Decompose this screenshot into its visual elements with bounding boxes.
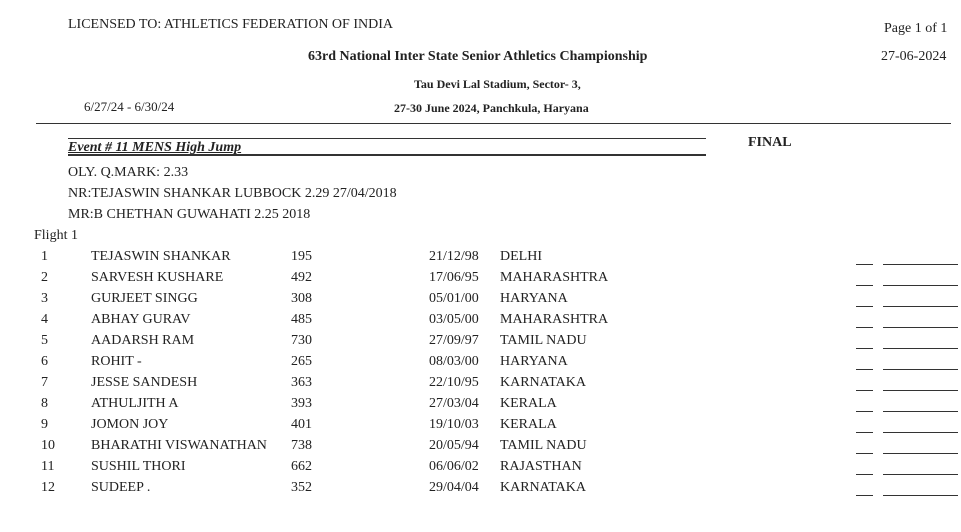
national-record: NR:TEJASWIN SHANKAR LUBBOCK 2.29 27/04/2018	[68, 186, 397, 201]
print-date: 27-06-2024	[881, 49, 947, 64]
date-of-birth: 17/06/95	[429, 270, 479, 285]
table-row	[0, 438, 961, 459]
result-blank-long	[883, 411, 958, 412]
team-name: KARNATAKA	[500, 480, 586, 495]
table-row	[0, 417, 961, 438]
entry-number: 10	[41, 438, 55, 453]
date-of-birth: 06/06/02	[429, 459, 479, 474]
entry-number: 4	[41, 312, 48, 327]
entry-number: 2	[41, 270, 48, 285]
page-number: Page 1 of 1	[884, 21, 948, 36]
athlete-name: AADARSH RAM	[91, 333, 195, 348]
bib-number: 265	[291, 354, 312, 369]
result-blank-long	[883, 369, 958, 370]
result-blank-short	[856, 369, 873, 370]
round-label: FINAL	[748, 135, 792, 150]
entry-number: 9	[41, 417, 48, 432]
bib-number: 730	[291, 333, 312, 348]
date-of-birth: 19/10/03	[429, 417, 479, 432]
result-blank-long	[883, 306, 958, 307]
athlete-name: SUSHIL THORI	[91, 459, 186, 474]
meet-dates-location: 27-30 June 2024, Panchkula, Haryana	[394, 101, 589, 115]
result-blank-short	[856, 285, 873, 286]
date-of-birth: 22/10/95	[429, 375, 479, 390]
result-blank-short	[856, 327, 873, 328]
entry-number: 1	[41, 249, 48, 264]
team-name: MAHARASHTRA	[500, 312, 609, 327]
meet-date-range: 6/27/24 - 6/30/24	[84, 99, 175, 114]
team-name: KERALA	[500, 417, 557, 432]
athlete-name: SARVESH KUSHARE	[91, 270, 224, 285]
team-name: TAMIL NADU	[500, 438, 587, 453]
entry-number: 8	[41, 396, 48, 411]
result-blank-short	[856, 264, 873, 265]
result-blank-short	[856, 453, 873, 454]
athlete-name: TEJASWIN SHANKAR	[91, 249, 231, 264]
table-row	[0, 375, 961, 396]
bib-number: 308	[291, 291, 312, 306]
table-row	[0, 249, 961, 270]
flight-label: Flight 1	[34, 228, 78, 243]
result-blank-long	[883, 474, 958, 475]
athlete-name: BHARATHI VISWANATHAN	[91, 438, 267, 453]
entry-number: 5	[41, 333, 48, 348]
bib-number: 393	[291, 396, 312, 411]
result-blank-short	[856, 495, 873, 496]
table-row	[0, 480, 961, 501]
result-blank-long	[883, 327, 958, 328]
result-blank-long	[883, 453, 958, 454]
athlete-name: JOMON JOY	[91, 417, 169, 432]
license-text: LICENSED TO: ATHLETICS FEDERATION OF INDIA	[68, 17, 393, 32]
date-of-birth: 21/12/98	[429, 249, 479, 264]
date-of-birth: 27/03/04	[429, 396, 479, 411]
venue-text: Tau Devi Lal Stadium, Sector- 3,	[414, 77, 581, 91]
bib-number: 662	[291, 459, 312, 474]
bib-number: 492	[291, 270, 312, 285]
table-row	[0, 291, 961, 312]
table-row	[0, 333, 961, 354]
bib-number: 485	[291, 312, 312, 327]
entry-number: 7	[41, 375, 48, 390]
table-row	[0, 459, 961, 480]
athlete-name: ROHIT -	[91, 354, 142, 369]
result-blank-short	[856, 348, 873, 349]
entry-number: 12	[41, 480, 55, 495]
result-blank-short	[856, 390, 873, 391]
athlete-name: ATHULJITH A	[91, 396, 179, 411]
meet-record: MR:B CHETHAN GUWAHATI 2.25 2018	[68, 207, 311, 222]
result-blank-short	[856, 474, 873, 475]
date-of-birth: 05/01/00	[429, 291, 479, 306]
result-blank-long	[883, 495, 958, 496]
date-of-birth: 27/09/97	[429, 333, 479, 348]
team-name: MAHARASHTRA	[500, 270, 609, 285]
event-title: Event # 11 MENS High Jump	[68, 140, 242, 155]
date-of-birth: 20/05/94	[429, 438, 479, 453]
result-blank-short	[856, 411, 873, 412]
table-row	[0, 312, 961, 333]
bib-number: 363	[291, 375, 312, 390]
team-name: DELHI	[500, 249, 542, 264]
entry-number: 11	[41, 459, 55, 474]
result-blank-short	[856, 306, 873, 307]
athlete-name: GURJEET SINGG	[91, 291, 198, 306]
bib-number: 195	[291, 249, 312, 264]
event-top-rule	[68, 138, 706, 139]
team-name: HARYANA	[500, 354, 568, 369]
bib-number: 401	[291, 417, 312, 432]
team-name: KERALA	[500, 396, 557, 411]
oly-qualifying-mark: OLY. Q.MARK: 2.33	[68, 165, 189, 180]
table-row	[0, 354, 961, 375]
team-name: KARNATAKA	[500, 375, 586, 390]
athlete-name: ABHAY GURAV	[91, 312, 191, 327]
table-row	[0, 396, 961, 417]
event-bottom-rule	[68, 154, 706, 156]
table-row	[0, 270, 961, 291]
date-of-birth: 08/03/00	[429, 354, 479, 369]
athlete-name: SUDEEP .	[91, 480, 151, 495]
result-blank-short	[856, 432, 873, 433]
result-blank-long	[883, 285, 958, 286]
result-blank-long	[883, 432, 958, 433]
team-name: RAJASTHAN	[500, 459, 582, 474]
meet-title: 63rd National Inter State Senior Athletics Championship	[308, 49, 648, 64]
team-name: HARYANA	[500, 291, 568, 306]
entry-number: 3	[41, 291, 48, 306]
athlete-name: JESSE SANDESH	[91, 375, 198, 390]
date-of-birth: 03/05/00	[429, 312, 479, 327]
team-name: TAMIL NADU	[500, 333, 587, 348]
bib-number: 738	[291, 438, 312, 453]
result-blank-long	[883, 348, 958, 349]
result-blank-long	[883, 264, 958, 265]
entry-number: 6	[41, 354, 48, 369]
result-blank-long	[883, 390, 958, 391]
date-of-birth: 29/04/04	[429, 480, 479, 495]
header-divider	[36, 123, 951, 124]
bib-number: 352	[291, 480, 312, 495]
